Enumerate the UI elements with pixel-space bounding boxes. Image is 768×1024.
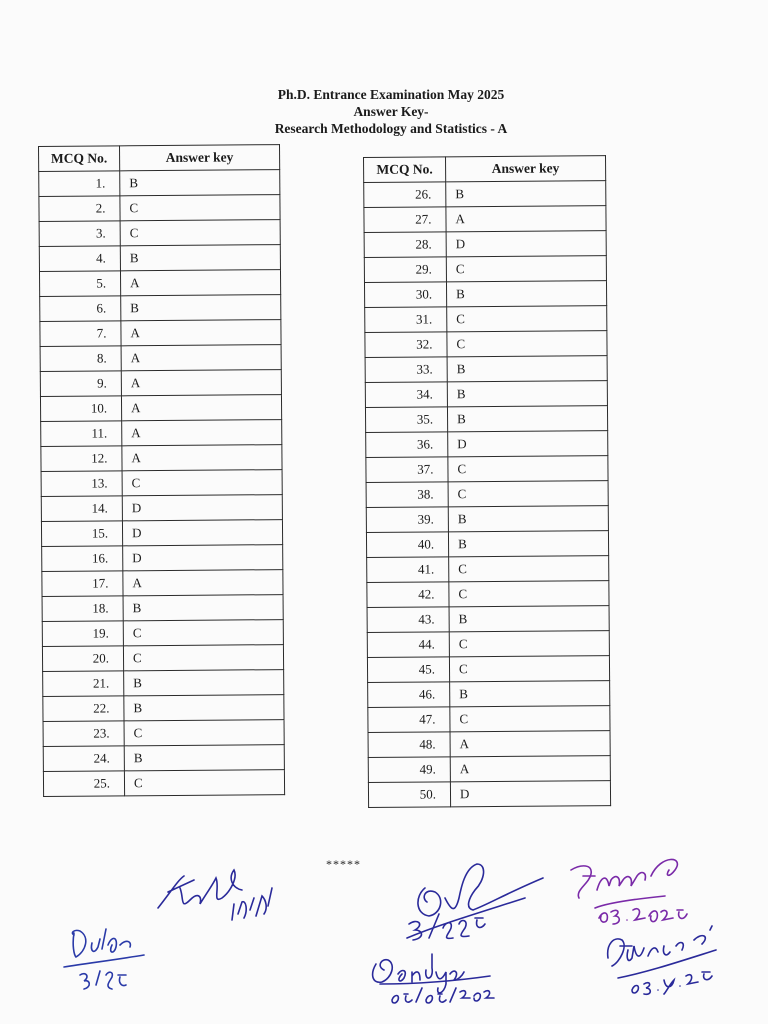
mcq-number-cell: 16. [42,546,123,572]
answer-cell: B [123,595,283,621]
table-row [40,370,281,397]
table-row [40,320,281,347]
answer-cell: B [447,406,607,432]
answer-cell: C [449,556,609,582]
mcq-no-header: MCQ No. [39,146,120,172]
answer-key-header: Answer key [446,156,606,182]
mcq-number-cell: 48. [368,732,450,758]
table-row [367,556,609,583]
table-row [366,456,608,483]
mcq-number-cell: 22. [43,696,124,722]
answer-cell: A [122,445,282,471]
mcq-number-cell: 27. [364,207,446,233]
answer-cell: D [122,495,282,521]
mcq-number-cell: 43. [367,607,449,633]
answer-cell: B [120,245,280,271]
table-row [40,345,281,372]
answer-cell: C [448,481,608,507]
table-row [368,706,610,733]
mcq-number-cell: 25. [43,771,124,797]
table-row [364,206,606,233]
table-row [368,756,610,783]
mcq-number-cell: 40. [366,532,448,558]
table-row [367,581,609,608]
mcq-number-cell: 42. [367,582,449,608]
signature-3 [395,858,545,948]
exam-title: Ph.D. Entrance Examination May 2025 [277,87,505,102]
signature-2 [60,915,160,995]
mcq-number-cell: 24. [43,746,124,772]
table-row [41,420,282,447]
answer-cell: C [124,770,284,796]
mcq-no-header: MCQ No. [364,157,446,183]
mcq-number-cell: 8. [40,346,121,372]
table-row [42,645,283,672]
table-row [365,406,607,433]
signature-5 [362,950,502,1010]
answer-cell: B [121,295,281,321]
answer-cell: B [447,356,607,382]
table-row [368,781,610,808]
mcq-number-cell: 41. [367,557,449,583]
table-row [42,595,283,622]
table-row [364,181,606,208]
mcq-number-cell: 44. [367,632,449,658]
mcq-number-cell: 36. [366,432,448,458]
answer-key-title: Answer Key- [353,104,429,119]
mcq-number-cell: 49. [368,757,450,783]
answer-cell: C [449,656,609,682]
mcq-number-cell: 18. [42,596,123,622]
table-row [40,395,281,422]
answer-cell: A [450,756,610,782]
table-row [41,495,282,522]
mcq-number-cell: 26. [364,182,446,208]
answer-cell: C [122,470,282,496]
answer-cell: B [124,670,284,696]
mcq-number-cell: 6. [40,296,121,322]
mcq-number-cell: 9. [40,371,121,397]
table-row [42,570,283,597]
mcq-number-cell: 37. [366,457,448,483]
table-row [367,631,609,658]
answer-key-table-left [38,144,285,797]
answer-cell: C [120,195,280,221]
signature-1-ink [158,870,272,920]
mcq-number-cell: 21. [43,671,124,697]
mcq-number-cell: 38. [366,482,448,508]
signature-1 [150,858,280,933]
mcq-number-cell: 17. [42,571,123,597]
table-row [364,281,606,308]
table-row [365,381,607,408]
signature-6 [598,918,723,1000]
answer-cell: B [447,381,607,407]
table-row [366,506,608,533]
answer-cell: A [120,270,280,296]
mcq-number-cell: 45. [367,657,449,683]
answer-cell: C [123,620,283,646]
table-row [43,695,284,722]
answer-cell: A [121,320,281,346]
answer-cell: B [446,181,606,207]
answer-cell: A [121,370,281,396]
table-row [42,620,283,647]
mcq-number-cell: 39. [366,507,448,533]
table-row [40,295,281,322]
table-row [41,445,282,472]
table-row [367,606,609,633]
answer-cell: A [122,420,282,446]
mcq-number-cell: 13. [41,471,122,497]
answer-cell: B [446,281,606,307]
table-row [43,770,284,797]
answer-cell: B [448,531,608,557]
mcq-number-cell: 31. [365,307,447,333]
table-row [368,731,610,758]
table-row [41,470,282,497]
table-row [365,306,607,333]
signature-4 [565,850,705,925]
separator-stars: ***** [326,857,361,871]
answer-cell: C [449,631,609,657]
answer-key-header: Answer key [120,145,280,171]
answer-cell: C [124,720,284,746]
answer-cell: D [450,781,610,807]
answer-cell: A [121,345,281,371]
table-row [366,481,608,508]
table-row [365,331,607,358]
answer-cell: B [120,170,280,196]
answer-cell: A [446,206,606,232]
answer-cell: C [449,581,609,607]
answer-cell: D [448,431,608,457]
table-row [43,670,284,697]
table-row [367,656,609,683]
table-row [41,520,282,547]
subject-title: Research Methodology and Statistics - A [274,121,508,136]
table-row [39,195,280,222]
mcq-number-cell: 1. [39,171,120,197]
answer-cell: D [123,545,283,571]
table-row [43,745,284,772]
answer-cell: D [446,231,606,257]
table-row [368,681,610,708]
answer-cell: C [448,456,608,482]
mcq-number-cell: 5. [39,271,120,297]
mcq-number-cell: 30. [364,282,446,308]
mcq-number-cell: 50. [368,782,450,808]
mcq-number-cell: 28. [364,232,446,258]
answer-cell: A [121,395,281,421]
answer-cell: C [447,331,607,357]
mcq-number-cell: 19. [42,621,123,647]
answer-cell: C [120,220,280,246]
mcq-number-cell: 32. [365,332,447,358]
mcq-number-cell: 10. [40,396,121,422]
answer-cell: C [450,706,610,732]
table-row [364,256,606,283]
mcq-number-cell: 23. [43,721,124,747]
answer-cell: C [447,306,607,332]
document-header [0,86,768,137]
table-row [365,356,607,383]
table-row [39,170,280,197]
answer-cell: A [450,731,610,757]
mcq-number-cell: 34. [365,382,447,408]
mcq-number-cell: 12. [41,446,122,472]
table-row [39,245,280,272]
mcq-number-cell: 4. [39,246,120,272]
answer-key-table-right [363,155,611,808]
table-row [366,531,608,558]
mcq-number-cell: 2. [39,196,120,222]
mcq-number-cell: 29. [364,257,446,283]
mcq-number-cell: 7. [40,321,121,347]
answer-cell: A [123,570,283,596]
mcq-number-cell: 3. [39,221,120,247]
mcq-number-cell: 47. [368,707,450,733]
answer-cell: D [122,520,282,546]
mcq-number-cell: 14. [41,496,122,522]
mcq-number-cell: 35. [365,407,447,433]
answer-cell: B [450,681,610,707]
answer-cell: B [124,745,284,771]
mcq-number-cell: 15. [41,521,122,547]
answer-cell: B [449,606,609,632]
mcq-number-cell: 33. [365,357,447,383]
mcq-number-cell: 11. [41,421,122,447]
answer-cell: C [446,256,606,282]
table-row [39,270,280,297]
mcq-number-cell: 46. [368,682,450,708]
table-row [366,431,608,458]
answer-cell: B [124,695,284,721]
mcq-number-cell: 20. [42,646,123,672]
table-row [42,545,283,572]
answer-cell: B [448,506,608,532]
answer-cell: C [123,645,283,671]
table-row [364,231,606,258]
table-row [43,720,284,747]
table-row [39,220,280,247]
